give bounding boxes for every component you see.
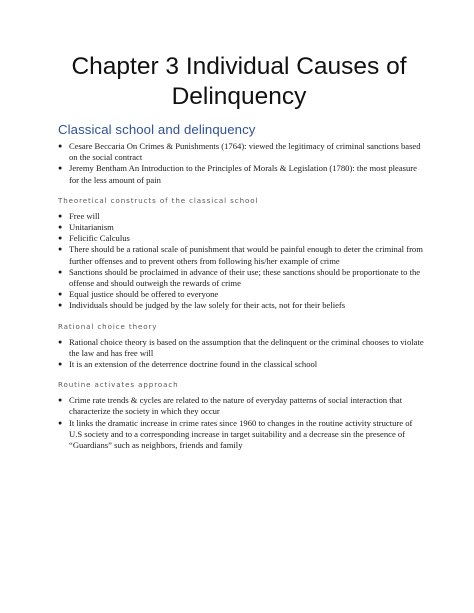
bullet-icon: ●: [58, 211, 63, 220]
list-item: ● Crime rate trends & cycles are related to the nature of everyday patterns of social interaction that characterize the society in which they occur: [58, 395, 403, 417]
rational-choice-list: [58, 337, 426, 371]
list-item: ● Cesare Beccaria On Crimes & Punishments (1764): viewed the legitimacy of criminal sanctions based on the social contract: [58, 141, 421, 163]
routine-activates-list: [58, 395, 426, 451]
page-title: Chapter 3 Individual Causes of Delinquency: [71, 53, 407, 110]
bullet-icon: ●: [58, 301, 63, 310]
bullet-icon: ●: [58, 396, 63, 405]
section-heading-theoretical-constructs: Theoretical constructs of the classical school: [58, 195, 259, 205]
list-item: ● It is an extension of the deterrence doctrine found in the classical school: [58, 359, 318, 370]
section-heading-classical-school: Classical school and delinquency: [58, 122, 256, 137]
bullet-icon: ●: [58, 418, 63, 427]
theoretical-constructs-list: [58, 211, 426, 312]
list-item: ● Felicific Calculus: [58, 233, 130, 244]
bullet-icon: ●: [58, 142, 63, 150]
list-item: ● Sanctions should be proclaimed in advance of their use; these sanctions should be proportionate to the offense and should outweigh the rewards of crime: [58, 266, 421, 289]
list-item: ● Unitarianism: [58, 222, 114, 233]
list-item: ● Free will: [58, 210, 100, 221]
bullet-icon: ●: [58, 223, 63, 232]
bullet-icon: ●: [58, 164, 63, 173]
bullet-icon: ●: [58, 337, 63, 346]
list-item: ● Rational choice theory is based on the assumption that the delinquent or the criminal chooses to violate the law and has free will: [58, 336, 424, 358]
bullet-icon: ●: [58, 290, 63, 299]
bullet-icon: ●: [58, 360, 63, 369]
list-item: ● Equal justice should be offered to everyone: [58, 289, 219, 300]
bullet-icon: ●: [58, 245, 63, 254]
section-heading-rational-choice: Rational choice theory: [58, 321, 158, 331]
bullet-icon: ●: [58, 234, 63, 243]
section-heading-routine-activates: Routine activates approach: [58, 380, 179, 390]
list-item: ● It links the dramatic increase in crime rates since 1960 to changes in the routine activity structure of U.S society and to a corresponding increase in target suitability and a decrease sin the presence of “Guardians” such as neighbors, friends and family: [58, 417, 413, 451]
list-item: ● Individuals should be judged by the law solely for their acts, not for their beliefs: [58, 300, 346, 311]
classical-school-list: [58, 141, 426, 186]
bullet-icon: ●: [58, 267, 63, 276]
list-item: ● There should be a rational scale of punishment that would be painful enough to deter the criminal from further offenses and to prevent others from following his/her example of crime: [58, 244, 423, 266]
list-item: ● Jeremy Bentham An Introduction to the Principles of Morals & Legislation (1780): the most pleasure for the less amount of pain: [58, 163, 417, 185]
